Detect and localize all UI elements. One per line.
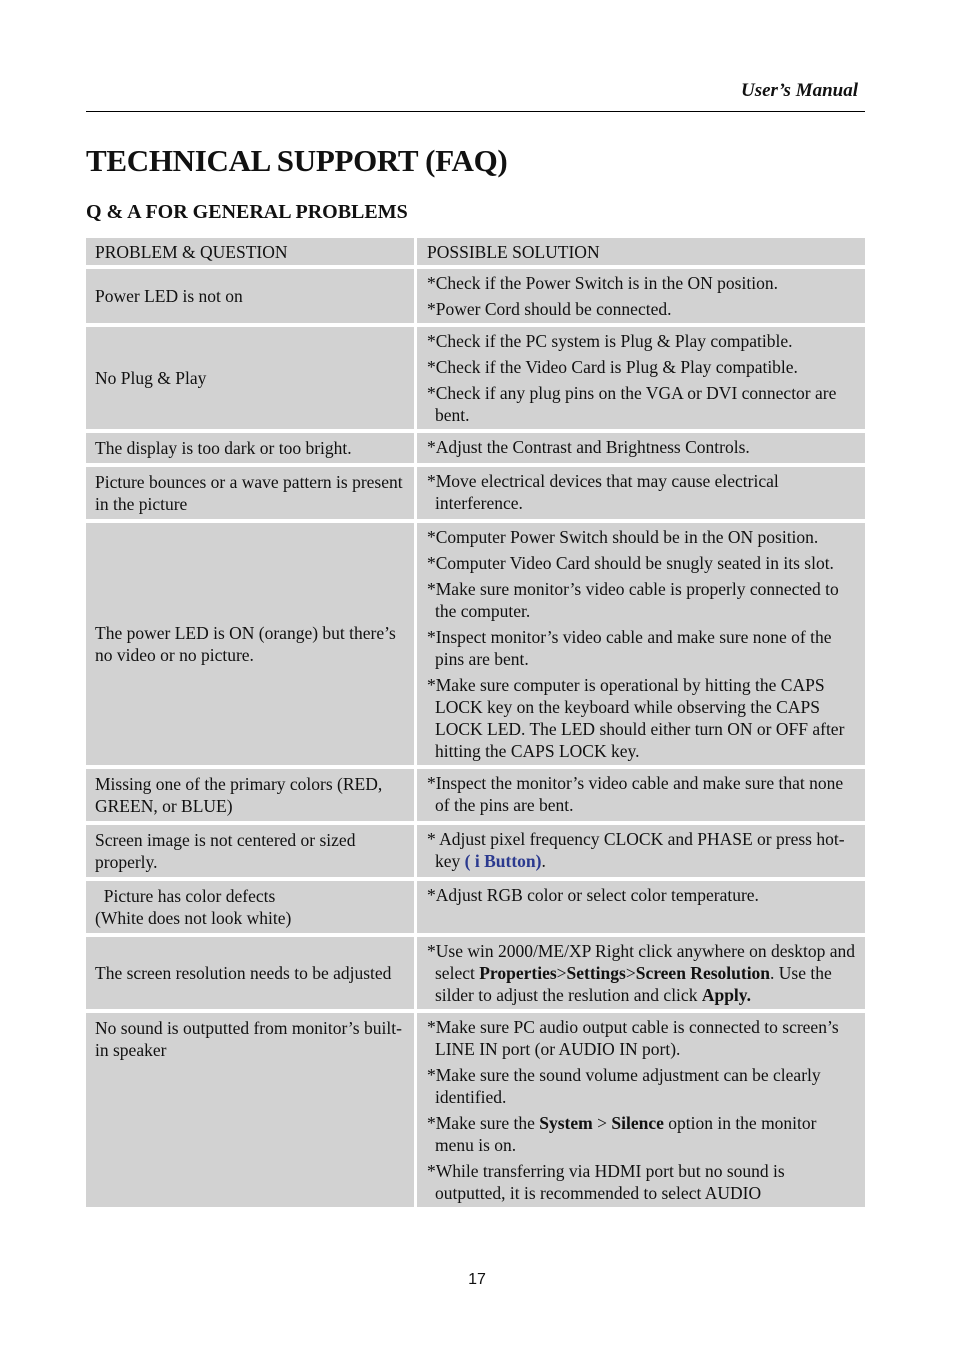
solution-text: *Check if the Power Switch is in the ON position. xyxy=(427,273,778,293)
section-title: Q & A FOR GENERAL PROBLEMS xyxy=(86,201,408,223)
solution-text: *Adjust RGB color or select color temperature. xyxy=(427,885,759,905)
problem-column-header: PROBLEM & QUESTION xyxy=(86,238,414,265)
solution-text: . xyxy=(541,851,546,871)
problem-cell xyxy=(86,467,414,519)
solution-text: *While transferring via HDMI port but no sound is outputted, it is recommended to select AUDIO xyxy=(427,1161,785,1203)
header-divider xyxy=(86,111,865,112)
solution-text: *Make sure the xyxy=(427,1113,540,1133)
solution-column-header: POSSIBLE SOLUTION xyxy=(417,238,865,265)
solution-line xyxy=(427,940,859,1006)
solution-line xyxy=(427,1160,859,1204)
solution-text: > xyxy=(592,1113,612,1133)
problem-cell xyxy=(86,937,414,1009)
faq-table-header-row xyxy=(86,238,865,265)
page-title: TECHNICAL SUPPORT (FAQ) xyxy=(86,143,508,178)
faq-row xyxy=(86,269,865,323)
problem-cell xyxy=(86,1013,414,1207)
faq-table-body xyxy=(86,269,865,1207)
solution-line xyxy=(427,626,859,670)
solution-cell xyxy=(417,881,865,933)
problem-text: Picture has color defects (White does not look white) xyxy=(95,886,292,928)
solution-emphasis: Properties xyxy=(479,963,557,983)
solution-line xyxy=(427,1064,859,1108)
solution-line xyxy=(427,884,859,906)
solution-line xyxy=(427,1112,859,1156)
problem-cell xyxy=(86,825,414,877)
solution-text: option in the monitor menu is on. xyxy=(435,1113,817,1155)
faq-row xyxy=(86,1013,865,1207)
solution-text: > xyxy=(556,963,567,983)
faq-row xyxy=(86,769,865,821)
solution-line xyxy=(427,382,859,426)
solution-line xyxy=(427,578,859,622)
solution-line xyxy=(427,470,859,514)
solution-text: *Inspect the monitor’s video cable and make sure that none of the pins are bent. xyxy=(427,773,844,815)
problem-cell xyxy=(86,769,414,821)
solution-line xyxy=(427,356,859,378)
solution-text: *Use win 2000/ME/XP Right click anywhere on desktop and select xyxy=(427,941,856,983)
faq-row xyxy=(86,523,865,765)
problem-cell xyxy=(86,269,414,323)
problem-text: The power LED is ON (orange) but there’s no video or no picture. xyxy=(95,623,401,665)
solution-line xyxy=(427,298,859,320)
solution-text: *Adjust the Contrast and Brightness Controls. xyxy=(427,437,750,457)
problem-cell xyxy=(86,523,414,765)
solution-line xyxy=(427,330,859,352)
faq-row xyxy=(86,467,865,519)
faq-table xyxy=(86,238,865,1211)
solution-line xyxy=(427,552,859,574)
solution-text: *Move electrical devices that may cause electrical interference. xyxy=(427,471,779,513)
i-button-hotkey-label: ( i Button) xyxy=(464,851,542,871)
solution-emphasis: Screen Resolution xyxy=(635,963,771,983)
solution-emphasis: Settings xyxy=(566,963,626,983)
solution-text: *Inspect monitor’s video cable and make sure none of the pins are bent. xyxy=(427,627,832,669)
problem-cell xyxy=(86,881,414,933)
solution-text: *Power Cord should be connected. xyxy=(427,299,672,319)
solution-line xyxy=(427,674,859,762)
problem-cell xyxy=(86,327,414,429)
solution-cell xyxy=(417,523,865,765)
solution-text: *Make sure computer is operational by hitting the CAPS LOCK key on the keyboard while observing the CAPS LOCK LED. The LED should either turn ON or OFF after hitting the CAPS LOCK key. xyxy=(427,675,845,761)
solution-cell xyxy=(417,769,865,821)
problem-text: Picture bounces or a wave pattern is present in the picture xyxy=(95,472,407,514)
solution-text: *Make sure the sound volume adjustment can be clearly identified. xyxy=(427,1065,821,1107)
problem-text: Power LED is not on xyxy=(95,286,243,306)
solution-cell xyxy=(417,825,865,877)
faq-row xyxy=(86,881,865,933)
solution-cell xyxy=(417,467,865,519)
solution-text: *Make sure monitor’s video cable is properly connected to the computer. xyxy=(427,579,839,621)
solution-cell xyxy=(417,433,865,463)
solution-line xyxy=(427,526,859,548)
faq-row xyxy=(86,825,865,877)
solution-line xyxy=(427,828,859,872)
solution-cell xyxy=(417,327,865,429)
solution-text: . Use the silder to adjust the reslution and click xyxy=(435,963,832,1005)
page-header-title: User’s Manual xyxy=(740,80,858,101)
solution-text: *Check if the Video Card is Plug & Play compatible. xyxy=(427,357,798,377)
solution-line xyxy=(427,1016,859,1060)
solution-line xyxy=(427,436,859,458)
solution-emphasis: System xyxy=(539,1113,593,1133)
solution-emphasis: Apply. xyxy=(701,985,751,1005)
solution-line xyxy=(427,772,859,816)
faq-row xyxy=(86,433,865,463)
solution-cell xyxy=(417,937,865,1009)
problem-text: The screen resolution needs to be adjusted xyxy=(95,963,392,983)
problem-text: Missing one of the primary colors (RED, GREEN, or BLUE) xyxy=(95,774,387,816)
problem-text: The display is too dark or too bright. xyxy=(95,438,352,458)
solution-text: *Make sure PC audio output cable is connected to screen’s LINE IN port (or AUDIO IN port). xyxy=(427,1017,839,1059)
solution-text: *Computer Video Card should be snugly seated in its slot. xyxy=(427,553,834,573)
solution-text: * Adjust pixel frequency CLOCK and PHASE or press hot-key xyxy=(427,829,845,871)
problem-text: Screen image is not centered or sized properly. xyxy=(95,830,360,872)
solution-text: *Computer Power Switch should be in the ON position. xyxy=(427,527,819,547)
problem-text: No sound is outputted from monitor’s built-in speaker xyxy=(95,1018,402,1060)
solution-cell xyxy=(417,269,865,323)
solution-emphasis: Silence xyxy=(611,1113,664,1133)
faq-row xyxy=(86,327,865,429)
solution-text: *Check if any plug pins on the VGA or DVI connector are bent. xyxy=(427,383,837,425)
solution-text: *Check if the PC system is Plug & Play compatible. xyxy=(427,331,793,351)
page-number: 17 xyxy=(468,1271,486,1288)
solution-line xyxy=(427,272,859,294)
problem-text: No Plug & Play xyxy=(95,368,207,388)
solution-text: > xyxy=(625,963,636,983)
problem-cell xyxy=(86,433,414,463)
faq-row xyxy=(86,937,865,1009)
solution-cell xyxy=(417,1013,865,1207)
